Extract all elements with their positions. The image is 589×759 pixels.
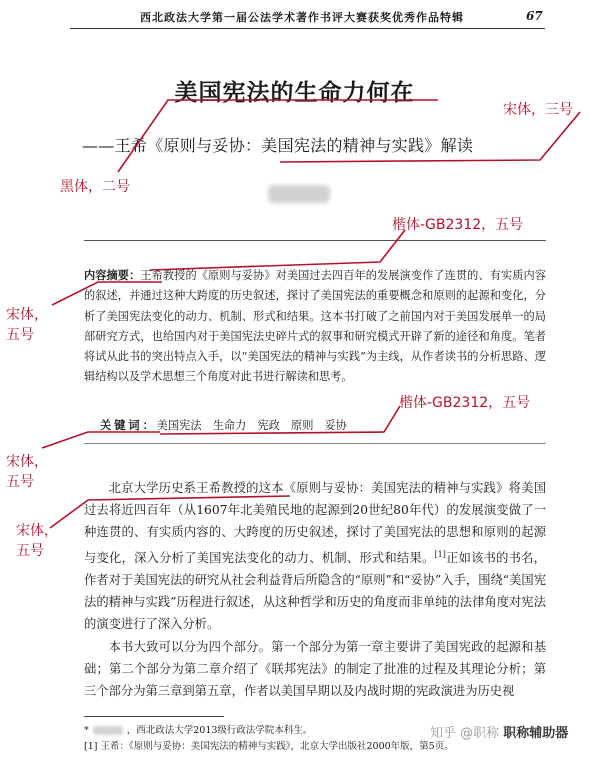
annotation-body-font-line2: 五号 <box>16 543 44 559</box>
footnote-rule <box>84 716 224 717</box>
watermark-source: 知乎 @职称 <box>430 726 500 741</box>
footnote-2: [1] 王希：《原则与妥协：美国宪法的精神与实践》，北京大学出版社2000年版，第5页。 <box>84 741 454 752</box>
annotation-subtitle-font: 宋体，三号 <box>503 102 573 118</box>
annotation-title-font: 黑体，二号 <box>60 179 130 195</box>
watermark <box>430 722 568 741</box>
abstract <box>84 266 546 388</box>
running-header: 西北政法大学第一届公法学术著作书评大赛获奖优秀作品特辑 <box>140 11 464 24</box>
abstract-text: 王希教授的《原则与妥协》对美国过去四百年的发展演变作了连贯的、有实质内容的叙述，并通过这种大跨度的历史叙述，探讨了美国宪法的重要概念和原则的起源和变化，分析了美国宪法变化的动力、机制、形式和结果。这本书打破了之前国内对于美国发展单一的局部研究方式，也给国内对于美国宪法史碎片式的叙事和研究模式开辟了新的途径和角度。笔者将试从此书的突出特点入手，以“美国宪法的精神与实践”为主线，从作者读书的分析思路、逻辑结构以及学术思想三个角度对此书进行解读和思考。 <box>84 269 546 384</box>
annotation-keywords-label-font-line2: 五号 <box>6 474 34 490</box>
footnote-1-mark: * <box>84 725 89 736</box>
body-paragraph-2: 本书大致可以分为四个部分。第一个部分为第一章主要讲了美国宪政的起源和基础；第二个部分为第二章介绍了《联邦宪法》的制定了批准的过程及其理论分析；第三个部分为第三章到第五章，作者以美国早期以及内战时期的宪政演进为历史视 <box>84 639 546 698</box>
annotation-abstract-font: 楷体-GB2312，五号 <box>392 217 524 233</box>
keywords-label: 关键词： <box>100 419 157 432</box>
annotation-body-font <box>16 521 58 561</box>
abstract-top-rule <box>84 240 546 241</box>
annotation-line-abstract <box>150 230 405 270</box>
keywords <box>100 417 347 433</box>
footnote-1-text: ，西北政法大学2013级行政法学院本科生。 <box>126 725 313 736</box>
annotation-keywords-font: 楷体-GB2312，五号 <box>399 395 531 411</box>
keywords-list: 美国宪法 生命力 宪政 原则 妥协 <box>156 419 347 432</box>
keywords-bottom-rule <box>84 443 546 444</box>
body-paragraph-1-text: 北京大学历史系王希教授的这本《原则与妥协：美国宪法的精神与实践》将美国过去将近四百年（从1607年北美殖民地的起源到20世纪80年代）的发展演变做了一种连贯的、有实质内容的、大跨度的历史叙述，探讨了美国宪法的思想和原则的起源与变化，深入分析了美国宪法变化的动力、机制、形式和结果。 <box>84 481 546 565</box>
annotation-abstract-label-font <box>6 305 48 345</box>
main-title: 美国宪法的生命力何在 <box>174 80 415 106</box>
footnote-author-redacted <box>93 726 123 735</box>
watermark-brand: 职称辅助器 <box>503 726 569 741</box>
body-text <box>84 477 546 702</box>
page-number: 67 <box>526 9 543 23</box>
annotation-keywords-label-font-line1: 宋体， <box>6 454 48 470</box>
footnote-ref: [1] <box>434 549 446 559</box>
body-paragraph-1 <box>84 477 546 636</box>
annotation-abstract-label-font-line2: 五号 <box>6 327 34 343</box>
annotation-abstract-label-font-line1: 宋体， <box>6 307 48 323</box>
footnote-1 <box>84 722 312 736</box>
annotation-keywords-label-font <box>6 452 48 492</box>
body-paragraph-1-cont: 正如该书的书名，作者对于美国宪法的研究从社会利益背后所隐含的“原则”和“妥协”入手，围绕“美国宪法的精神与实践”历程进行叙述，从这种哲学和历史的角度而非单纯的法律角度对宪法的演变进行了深入分析。 <box>84 550 546 632</box>
header-rule <box>70 28 545 29</box>
author-name-redacted <box>268 185 330 203</box>
annotation-body-font-line1: 宋体， <box>16 523 58 539</box>
annotation-line-keywords-label <box>42 432 160 448</box>
subtitle: ——王希《原则与妥协：美国宪法的精神与实践》解读 <box>82 136 474 155</box>
abstract-label: 内容摘要： <box>84 269 141 282</box>
